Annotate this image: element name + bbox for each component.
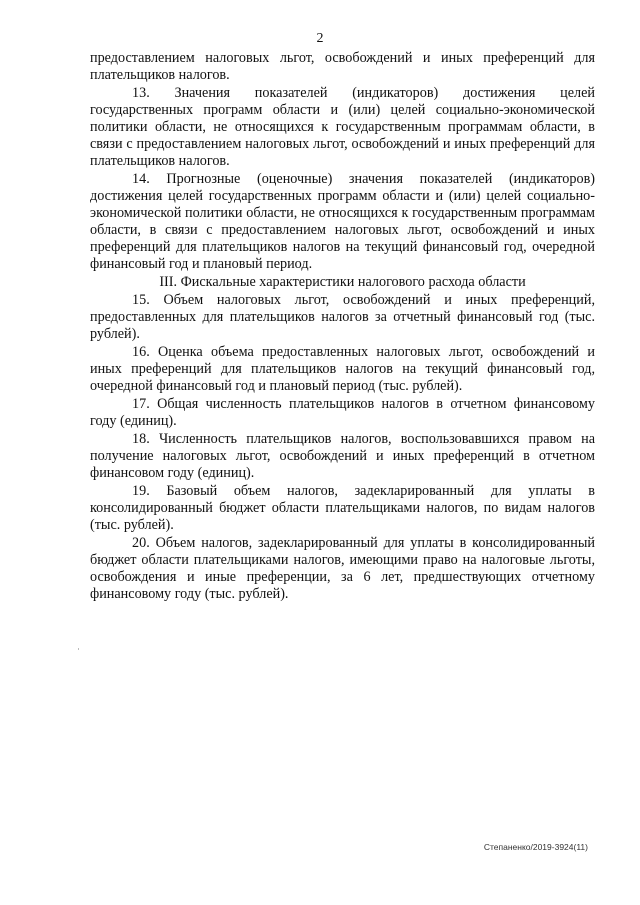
paragraph-item-18: 18. Численность плательщиков налогов, воспользовавшихся правом на получение налоговых льгот, освобождений и иных преференций в отчетном финансовом году (единиц). bbox=[90, 431, 595, 481]
document-body bbox=[90, 50, 595, 604]
paragraph-item-15: 15. Объем налоговых льгот, освобождений и иных преференций, предоставленных для плательщиков налогов за отчетный финансовый год (тыс. рублей). bbox=[90, 292, 595, 342]
document-footer-code: Степаненко/2019-3924(11) bbox=[483, 842, 588, 852]
paragraph-continuation: предоставлением налоговых льгот, освобождений и иных преференций для плательщиков налогов. bbox=[90, 50, 595, 83]
paragraph-item-14: 14. Прогнозные (оценочные) значения показателей (индикаторов) достижения целей государственных программ области и (или) целей социально-экономической политики области, не относящихся к государственным программам области, в связи с предоставлением налоговых льгот, освобождений и иных преференций для плательщиков налогов на текущий финансовый год, очередной финансовый год и плановый период. bbox=[90, 171, 595, 272]
paragraph-item-13: 13. Значения показателей (индикаторов) достижения целей государственных программ области и (или) целей социально-экономической политики области, не относящихся к государственным программам области, в связи с предоставлением налоговых льгот, освобождений и иных преференций для плательщиков налогов. bbox=[90, 85, 595, 169]
section-heading-iii: III. Фискальные характеристики налогового расхода области bbox=[159, 274, 526, 290]
paragraph-item-19: 19. Базовый объем налогов, задекларированный для уплаты в консолидированный бюджет области плательщиками налогов, по видам налогов (тыс. рублей). bbox=[90, 483, 595, 533]
paragraph-item-17: 17. Общая численность плательщиков налогов в отчетном финансовому году (единиц). bbox=[90, 396, 595, 429]
paragraph-item-16: 16. Оценка объема предоставленных налоговых льгот, освобождений и иных преференций для плательщиков налогов на текущий финансовый год, очередной финансовый год и плановый период (тыс. рублей). bbox=[90, 344, 595, 394]
page-number: 2 bbox=[316, 31, 324, 46]
paragraph-item-20: 20. Объем налогов, задекларированный для уплаты в консолидированный бюджет области плательщиками налогов, имеющими право на налоговые льготы, освобождения и иные преференции, за 6 лет, предшествующих отчетному финансовому году (тыс. рублей). bbox=[90, 535, 595, 602]
scan-artifact-mark bbox=[78, 648, 79, 650]
